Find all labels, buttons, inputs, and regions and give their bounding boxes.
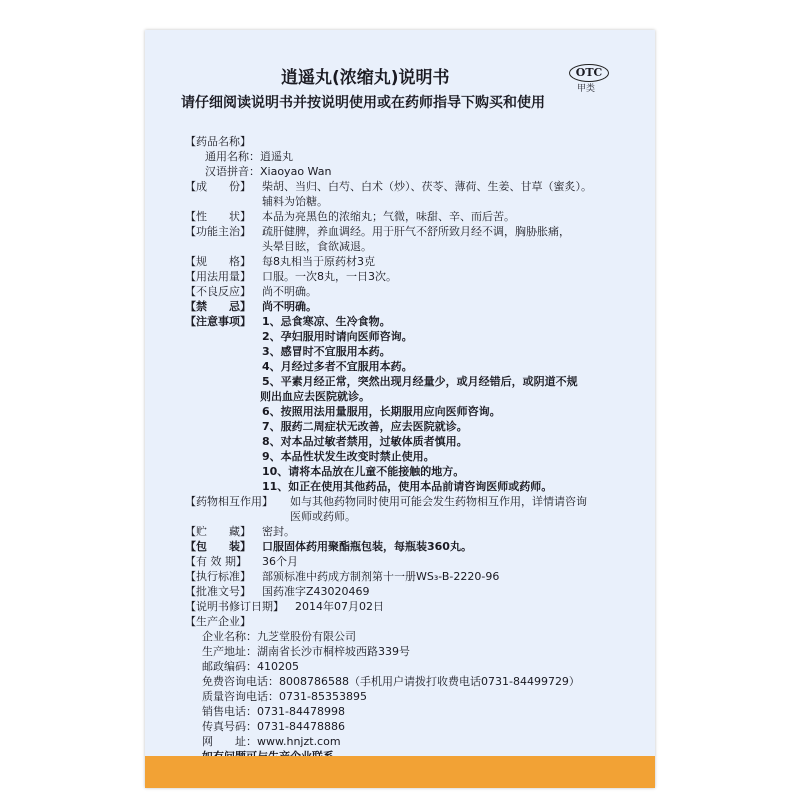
otc-class-label: 甲类 [577, 84, 596, 94]
precaution-item-continued: 则出血应去医院就诊。 [260, 390, 370, 403]
sales-phone: 销售电话：0731-84478998 [202, 705, 345, 718]
section-label-ingredients: 【成 份】 [185, 180, 251, 193]
section-label-adverse: 【不良反应】 [185, 285, 251, 298]
postal-code: 邮政编码：410205 [202, 660, 299, 673]
precaution-item: 11、如正在使用其他药品，使用本品前请咨询医师或药师。 [262, 480, 553, 493]
indication-text: 疏肝健脾，养血调经。用于肝气不舒所致月经不调，胸胁胀痛， [262, 225, 570, 238]
spec-text: 每8丸相当于原药材3克 [262, 255, 375, 268]
package-text: 口服固体药用聚酯瓶包装，每瓶装360丸。 [262, 540, 472, 553]
precaution-item: 1、忌食寒凉、生冷食物。 [262, 315, 391, 328]
revision-date: 2014年07月02日 [295, 600, 384, 613]
section-label-approval: 【批准文号】 [185, 585, 251, 598]
pinyin-name: 汉语拼音：Xiaoyao Wan [205, 165, 332, 178]
company-name: 企业名称：九芝堂股份有限公司 [202, 630, 356, 643]
hotline-number: 免费咨询电话：8008786588（手机用户请拨打收费电话0731-84499729） [202, 675, 580, 688]
ingredients-text-continued: 辅料为饴糖。 [262, 195, 328, 208]
character-text: 本品为亮黑色的浓缩丸；气微，味甜、辛、而后苦。 [262, 210, 515, 223]
fax-number: 传真号码：0731-84478886 [202, 720, 345, 733]
ingredients-text: 柴胡、当归、白芍、白术（炒）、茯苓、薄荷、生姜、甘草（蜜炙）。 [262, 180, 592, 193]
otc-badge: OTC [569, 64, 609, 82]
section-label-validity: 【有 效 期】 [185, 555, 247, 568]
section-label-spec: 【规 格】 [185, 255, 251, 268]
storage-text: 密封。 [262, 525, 295, 538]
precaution-item: 2、孕妇服用时请向医师咨询。 [262, 330, 413, 343]
interactions-text-continued: 医师或药师。 [290, 510, 356, 523]
section-label-drug-name: 【药品名称】 [185, 135, 251, 148]
section-label-manufacturer: 【生产企业】 [185, 615, 251, 628]
instruction-leaflet [145, 30, 655, 788]
precaution-item: 7、服药二周症状无改善，应去医院就诊。 [262, 420, 468, 433]
contraindications-text: 尚不明确。 [262, 300, 317, 313]
section-label-revision-date: 【说明书修订日期】 [185, 600, 284, 613]
precaution-item: 9、本品性状发生改变时禁止使用。 [262, 450, 435, 463]
indication-text-continued: 头晕目眩，食欲减退。 [262, 240, 372, 253]
leaflet-title: 逍遥丸(浓缩丸)说明书 [281, 68, 450, 88]
section-label-interactions: 【药物相互作用】 [185, 495, 273, 508]
section-label-dosage: 【用法用量】 [185, 270, 251, 283]
orange-bottom-band [145, 756, 655, 788]
precaution-item: 8、对本品过敏者禁用，过敏体质者慎用。 [262, 435, 468, 448]
precaution-item: 5、平素月经正常，突然出现月经量少，或月经错后，或阴道不规 [262, 375, 578, 388]
section-label-package: 【包 装】 [185, 540, 251, 553]
precaution-item: 10、请将本品放在儿童不能接触的地方。 [262, 465, 465, 478]
approval-number: 国药准字Z43020469 [262, 585, 370, 598]
dosage-text: 口服。一次8丸，一日3次。 [262, 270, 397, 283]
website-url: 网 址：www.hnjzt.com [202, 735, 341, 748]
section-label-contraindications: 【禁 忌】 [185, 300, 251, 313]
quality-phone: 质量咨询电话：0731-85353895 [202, 690, 367, 703]
precaution-item: 6、按照用法用量服用，长期服用应向医师咨询。 [262, 405, 501, 418]
company-address: 生产地址：湖南省长沙市桐梓坡西路339号 [202, 645, 410, 658]
section-label-character: 【性 状】 [185, 210, 251, 223]
adverse-text: 尚不明确。 [262, 285, 317, 298]
standard-text: 部颁标准中药成方制剂第十一册WS₃-B-2220-96 [262, 570, 500, 583]
section-label-indication: 【功能主治】 [185, 225, 251, 238]
section-label-standard: 【执行标准】 [185, 570, 251, 583]
section-label-storage: 【贮 藏】 [185, 525, 251, 538]
validity-text: 36个月 [262, 555, 298, 568]
section-label-precautions: 【注意事项】 [185, 315, 251, 328]
common-name: 通用名称：逍遥丸 [205, 150, 293, 163]
interactions-text: 如与其他药物同时使用可能会发生药物相互作用，详情请咨询 [290, 495, 587, 508]
precaution-item: 3、感冒时不宜服用本药。 [262, 345, 391, 358]
precaution-item: 4、月经过多者不宜服用本药。 [262, 360, 413, 373]
leaflet-subtitle: 请仔细阅读说明书并按说明使用或在药师指导下购买和使用 [181, 95, 545, 111]
